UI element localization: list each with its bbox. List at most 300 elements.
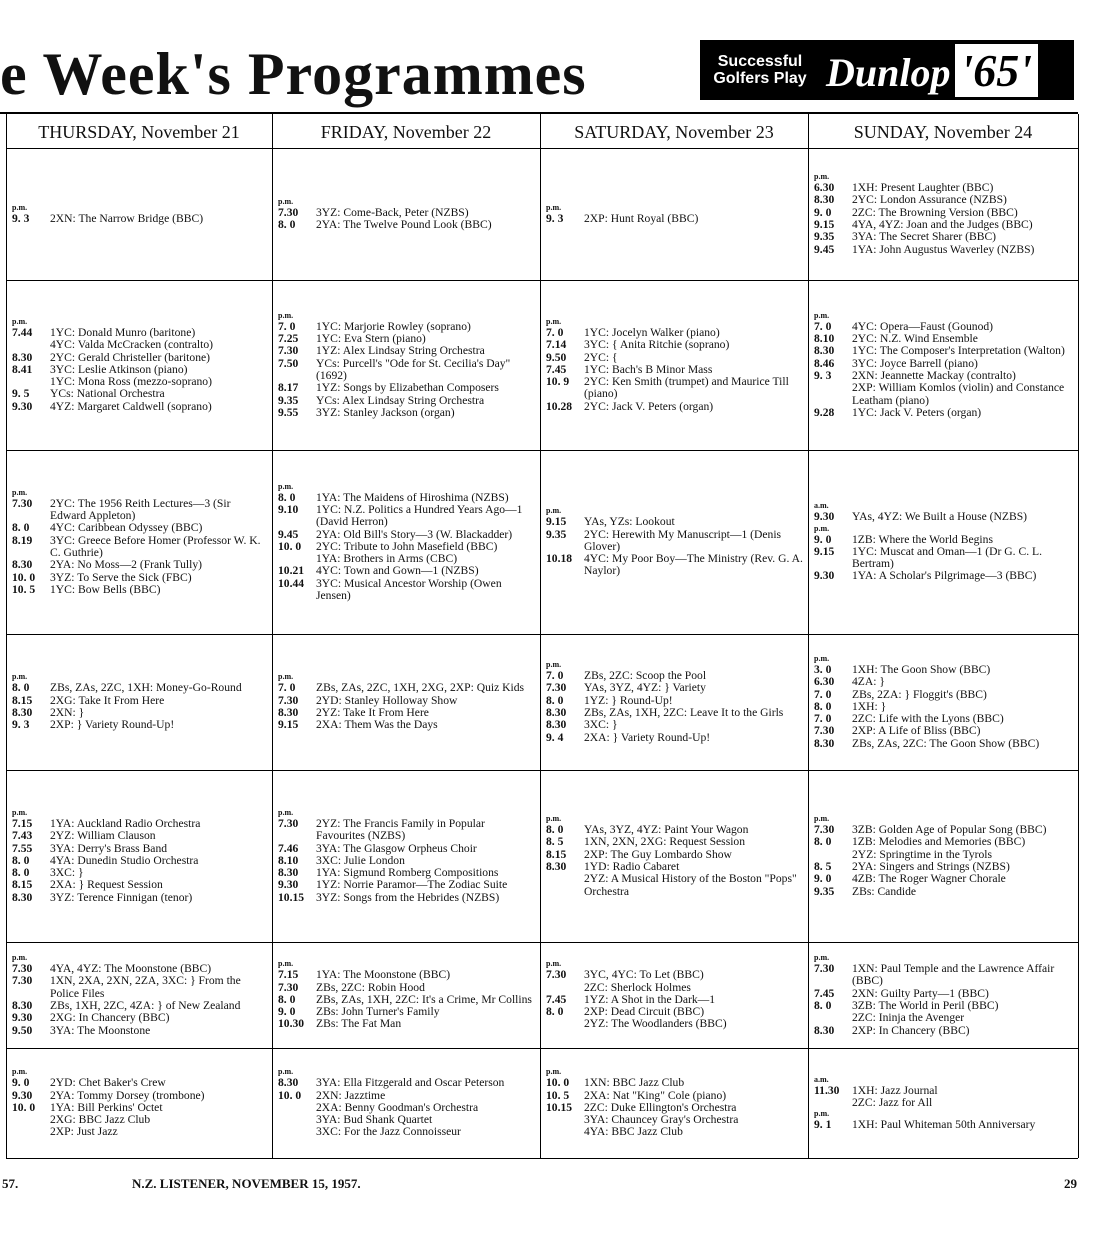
programme-entry	[814, 963, 1074, 988]
programme-time: 9. 0	[814, 532, 832, 546]
programme-time	[546, 1126, 580, 1138]
footer-publication: N.Z. LISTENER, NOVEMBER 15, 1957.	[132, 1176, 361, 1191]
programme-time: 7. 0	[814, 687, 832, 701]
programme-entry	[814, 382, 1074, 407]
programme-title: 1YA: Bill Perkins' Octet	[50, 1100, 163, 1114]
time-period-label: a.m.	[814, 1074, 829, 1084]
programme-time: 9. 0	[814, 205, 832, 219]
programme-cell	[278, 772, 536, 940]
programme-entry	[12, 879, 268, 891]
programme-time: 6.30	[814, 675, 835, 689]
programme-time: 9.30	[12, 399, 33, 413]
programme-title: ZBs: The Fat Man	[316, 1017, 402, 1031]
time-period-label: p.m.	[814, 814, 830, 824]
programme-time: 7.46	[278, 841, 299, 855]
programme-title: 2YD: Chet Baker's Crew	[50, 1076, 166, 1090]
programme-entry	[278, 1090, 536, 1102]
programme-entry	[278, 358, 536, 383]
programme-title: 1YD: Radio Cabaret	[584, 860, 680, 873]
programme-entry	[12, 719, 268, 731]
time-period-label: p.m.	[278, 672, 294, 682]
programme-title: 2YZ: Springtime in the Tyrols	[852, 847, 993, 861]
programme-entry	[278, 818, 536, 843]
time-period-label: p.m.	[814, 653, 830, 663]
programme-time: 8.19	[12, 533, 33, 547]
programme-time: 9. 0	[12, 1076, 30, 1090]
programme-title: 2ZC: Duke Ellington's Orchestra	[584, 1100, 737, 1114]
programme-cell	[12, 282, 268, 448]
programme-title: 2XP: Dead Circuit (BBC)	[584, 1005, 705, 1019]
programme-title: YCs: Purcell's "Ode for St. Cecilia's Day" (1692)	[316, 356, 511, 382]
programme-time: 7. 0	[278, 681, 296, 695]
programme-title: 4ZA: }	[852, 675, 885, 689]
programme-title: 2ZC: The Browning Version (BBC)	[852, 205, 1018, 219]
programme-time: 7.30	[278, 205, 299, 219]
programme-title: ZBs, ZAs, 1XH, 2ZC: Leave It to the Girls	[584, 706, 784, 719]
programme-cell	[546, 452, 804, 632]
programme-entry	[12, 843, 268, 855]
programme-time: 7. 0	[814, 319, 832, 333]
programme-title: 1YC: The Composer's Interpretation (Walton)	[852, 344, 1065, 358]
programme-entry	[546, 1126, 804, 1138]
programme-time: 10. 5	[546, 1088, 570, 1102]
row-rule	[6, 942, 1078, 943]
footer-page-fragment: 57.	[2, 1176, 19, 1191]
programme-entry	[546, 732, 804, 744]
programme-title: 3XC: For the Jazz Connoisseur	[316, 1125, 461, 1139]
row-rule	[6, 280, 1078, 281]
time-period-label: p.m.	[12, 953, 28, 963]
programme-time: 7.30	[278, 693, 299, 707]
programme-time: 8. 0	[12, 521, 30, 535]
advert-number: '65'	[955, 44, 1039, 97]
programme-cell	[546, 772, 804, 940]
programme-entry	[278, 382, 536, 394]
programme-time: 8. 0	[12, 681, 30, 695]
programme-time: 8.30	[12, 706, 33, 719]
programme-time: 9. 4	[546, 730, 564, 744]
programme-entry	[814, 725, 1074, 737]
time-period-label: p.m.	[546, 506, 562, 516]
programme-title: ZBs, 2ZC: Robin Hood	[316, 980, 425, 994]
programme-title: 3YC: Leslie Atkinson (piano)	[50, 362, 188, 376]
programme-title: 1YZ: Songs by Elizabethan Composers	[316, 381, 499, 395]
time-period-label: p.m.	[12, 672, 28, 682]
programme-entry	[814, 738, 1074, 750]
programme-time: 9.10	[278, 502, 299, 516]
programme-cell	[814, 772, 1074, 940]
programme-title: 3YA: The Moonstone	[50, 1023, 151, 1037]
programme-time: 10. 0	[546, 1076, 570, 1090]
programme-entry	[814, 1097, 1074, 1109]
programme-cell	[546, 636, 804, 768]
programme-title: 4YC: My Poor Boy—The Ministry (Rev. G. A. Naylor)	[584, 552, 803, 578]
programme-title: 3YZ: Terence Finnigan (tenor)	[50, 890, 193, 904]
programme-time: 7.55	[12, 841, 33, 855]
programme-entry	[814, 873, 1074, 885]
programme-time: 7.14	[546, 338, 567, 352]
programme-time: 7.30	[546, 681, 567, 695]
programme-time: 7.30	[278, 816, 299, 830]
programme-entry	[814, 836, 1074, 848]
programme-time: 9.30	[278, 878, 299, 892]
programme-title: 2ZC: Jazz for All	[852, 1095, 933, 1109]
programme-time: 9. 3	[12, 211, 30, 225]
programme-time: 7. 0	[814, 712, 832, 726]
programme-entry	[546, 213, 804, 225]
programme-entry	[12, 584, 268, 596]
programme-cell	[12, 944, 268, 1046]
programme-title: 3YA: Ella Fitzgerald and Oscar Peterson	[316, 1076, 505, 1090]
programme-title: 2XP: A Life of Bliss (BBC)	[852, 724, 981, 738]
programme-time: 8. 0	[546, 823, 564, 837]
programme-time: 10. 0	[12, 570, 36, 584]
programme-title: 1YA: Auckland Radio Orchestra	[50, 816, 201, 830]
programme-title: 2XP: William Komlos (violin) and Constance Leatham (piano)	[852, 381, 1065, 407]
programme-title: 1YC: N.Z. Politics a Hundred Years Ago—1 (David Herron)	[316, 502, 523, 529]
programme-time: 8.30	[814, 1023, 835, 1037]
programme-title: 1YZ: Alex Lindsay String Orchestra	[316, 344, 485, 358]
time-period-label: p.m.	[814, 310, 830, 320]
programme-time: 3. 0	[814, 662, 832, 676]
programme-time: 8.41	[12, 362, 33, 376]
programme-title: 1YC: Jack V. Peters (organ)	[852, 405, 982, 419]
time-period-label: p.m.	[12, 316, 28, 326]
programme-title: 2XP: In Chancery (BBC)	[852, 1023, 970, 1037]
programme-entry	[12, 892, 268, 904]
programme-entry	[12, 498, 268, 523]
programme-title: 2XG: BBC Jazz Club	[50, 1113, 151, 1127]
programme-entry	[12, 352, 268, 364]
programme-title: 2YC: The 1956 Reith Lectures—3 (Sir Edward Appleton)	[50, 496, 231, 523]
programme-title: 2XN: Guilty Party—1 (BBC)	[852, 986, 989, 1000]
programme-time: 8.30	[278, 706, 299, 719]
programme-entry	[546, 1077, 804, 1089]
programme-cell	[278, 150, 536, 278]
programme-cell	[814, 452, 1074, 632]
programme-time: 8.30	[12, 999, 33, 1012]
programme-cell	[12, 1050, 268, 1156]
programme-cell	[814, 944, 1074, 1046]
programme-title: 3YA: The Secret Sharer (BBC)	[852, 230, 997, 244]
programme-time: 8.10	[814, 332, 835, 346]
programme-title: 2XP: The Guy Lombardo Show	[584, 847, 732, 861]
programme-entry	[814, 1012, 1074, 1024]
time-period-label: p.m.	[12, 807, 28, 817]
programme-cell	[814, 150, 1074, 278]
programme-title: 2ZC: Sherlock Holmes	[584, 980, 691, 994]
programme-entry	[814, 194, 1074, 206]
programme-entry	[546, 1090, 804, 1102]
programme-time: 8.30	[278, 866, 299, 880]
programme-entry	[814, 676, 1074, 688]
row-rule	[6, 1048, 1078, 1049]
programme-title: ZBs, ZAs, 1XH, 2ZC: It's a Crime, Mr Collins	[316, 992, 532, 1006]
programme-time: 9.45	[814, 242, 835, 256]
programme-title: 2YD: Stanley Holloway Show	[316, 693, 458, 707]
programme-time: 10.30	[278, 1017, 305, 1031]
programme-title: ZBs: John Turner's Family	[316, 1005, 440, 1019]
programme-entry	[546, 1018, 804, 1030]
programme-time	[278, 1114, 312, 1126]
programme-title: 3XC: }	[50, 866, 84, 880]
programme-title: 3YA: The Glasgow Orpheus Choir	[316, 841, 477, 855]
programme-entry	[814, 231, 1074, 243]
programme-entry	[814, 511, 1074, 523]
advert-brand-name: Dunlop	[826, 49, 951, 95]
time-period-label: p.m.	[12, 487, 28, 497]
programme-title: 1XH: Paul Whiteman 50th Anniversary	[852, 1118, 1036, 1132]
programme-time: 7.30	[278, 344, 299, 358]
programme-entry	[814, 1119, 1074, 1131]
row-rule	[6, 450, 1078, 451]
programme-title: 3XC: }	[584, 718, 618, 732]
programme-title: 1YC: Muscat and Oman—1 (Dr G. C. L. Bertram)	[852, 544, 1042, 571]
programme-title: 2XN: Jazztime	[316, 1088, 386, 1102]
programme-entry	[546, 376, 804, 401]
programme-time	[278, 1126, 312, 1138]
programme-entry	[278, 529, 536, 541]
programme-title: 1XH: }	[852, 699, 887, 713]
programme-title: 2ZC: Ininja the Avenger	[852, 1011, 965, 1025]
programme-title: 2XG: In Chancery (BBC)	[50, 1011, 170, 1025]
programme-title: 4ZB: The Roger Wagner Chorale	[852, 872, 1006, 886]
programme-cell	[546, 1050, 804, 1156]
programme-cell	[546, 150, 804, 278]
programme-title: 3ZB: The World in Peril (BBC)	[852, 999, 999, 1012]
programme-title: 2YZ: William Clauson	[50, 829, 156, 843]
programme-title: ZBs: Candide	[852, 884, 917, 898]
programme-entry	[814, 689, 1074, 701]
programme-title: YAs, 3YZ, 4YZ: } Variety	[584, 681, 706, 695]
programme-entry	[12, 1025, 268, 1037]
programme-time: 7.30	[546, 968, 567, 982]
programme-title: 4YA, 4YZ: Joan and the Judges (BBC)	[852, 218, 1033, 231]
column-rule	[1078, 114, 1079, 1158]
programme-title: ZBs, 1XH, 2ZC, 4ZA: } of New Zealand	[50, 999, 241, 1012]
programme-title: 2XP: } Variety Round-Up!	[50, 718, 175, 732]
programme-entry	[278, 578, 536, 603]
programme-title: 3YC, 4YC: To Let (BBC)	[584, 968, 704, 982]
programme-title: 2YZ: The Woodlanders (BBC)	[584, 1017, 727, 1031]
programme-title: 2YZ: A Musical History of the Boston "Pops" Orchestra	[584, 872, 797, 898]
advert-tagline: Successful Golfers Play	[713, 53, 807, 87]
programme-entry	[278, 843, 536, 855]
programme-time: 10.28	[546, 399, 573, 413]
programme-entry	[12, 522, 268, 534]
programme-cell	[814, 1050, 1074, 1156]
programme-time: 8.15	[12, 878, 33, 892]
programme-title: 1YC: Bow Bells (BBC)	[50, 582, 161, 596]
programme-time	[814, 382, 848, 407]
programme-title: 2YZ: The Francis Family in Popular Favourites (NZBS)	[316, 816, 485, 843]
programme-cell	[278, 944, 536, 1046]
programme-time: 8. 0	[278, 490, 296, 504]
programme-entry	[12, 682, 268, 694]
programme-title: 3YC: Joyce Barrell (piano)	[852, 356, 978, 370]
programme-title: 1XN: Paul Temple and the Lawrence Affair (BBC)	[852, 962, 1055, 988]
programme-time: 6.30	[814, 181, 835, 195]
programme-entry	[278, 504, 536, 529]
programme-entry	[278, 1126, 536, 1138]
programme-time: 9.15	[278, 718, 299, 732]
programme-time: 7.30	[278, 980, 299, 994]
programme-time: 10. 0	[278, 539, 302, 553]
programme-time	[12, 1126, 46, 1138]
programme-entry	[546, 529, 804, 554]
time-period-label: p.m.	[546, 202, 562, 212]
dunlop-advert	[700, 40, 1074, 100]
programme-entry	[278, 1018, 536, 1030]
programme-time: 8.15	[546, 847, 567, 861]
programme-time: 10.21	[278, 564, 305, 578]
programme-time: 9.30	[12, 1088, 33, 1102]
programme-time: 8.30	[814, 193, 835, 207]
programme-title: YCs: Alex Lindsay String Orchestra	[316, 393, 485, 407]
programme-cell	[546, 944, 804, 1046]
programme-time: 7.30	[814, 823, 835, 837]
programme-title: 2XA: Them Was the Days	[316, 718, 438, 732]
time-period-label: p.m.	[278, 310, 294, 320]
programme-entry	[12, 1090, 268, 1102]
programme-entry	[546, 401, 804, 413]
programme-time: 9. 3	[814, 369, 832, 382]
programme-entry	[546, 516, 804, 528]
programme-time: 8.30	[546, 706, 567, 719]
programme-entry	[12, 1126, 268, 1138]
programme-time: 9.35	[278, 393, 299, 407]
programme-time: 7.44	[12, 325, 33, 339]
programme-time: 9.15	[814, 544, 835, 558]
programme-entry	[12, 213, 268, 225]
programme-cell	[12, 636, 268, 768]
time-period-label: p.m.	[278, 1067, 294, 1077]
programme-time: 8.30	[278, 1076, 299, 1090]
programme-time: 7.30	[12, 974, 33, 988]
programme-time: 9.55	[278, 405, 299, 419]
programme-entry	[12, 339, 268, 351]
programme-title: 2XA: Benny Goodman's Orchestra	[316, 1100, 479, 1114]
programme-entry	[546, 339, 804, 351]
programme-time: 7.30	[814, 724, 835, 738]
time-period-label: p.m.	[814, 172, 830, 182]
programme-title: 2YC: Tribute to John Masefield (BBC)	[316, 539, 498, 553]
programme-title: 1ZB: Where the World Begins	[852, 532, 993, 546]
time-period-label: p.m.	[546, 660, 562, 670]
day-header: SUNDAY, November 24	[853, 122, 1033, 142]
advert-brand	[826, 44, 1038, 97]
programme-title: 1YC: Mona Ross (mezzo-soprano)	[50, 375, 212, 389]
programme-time: 7.45	[546, 992, 567, 1006]
programme-title: 2YA: Old Bill's Story—3 (W. Blackadder)	[316, 527, 513, 541]
programme-entry	[12, 975, 268, 1000]
programme-cell	[546, 282, 804, 448]
programme-time: 10. 5	[12, 582, 36, 596]
programme-title: 3YZ: Stanley Jackson (organ)	[316, 405, 455, 419]
row-rule	[6, 1158, 1078, 1159]
programme-time: 7.25	[278, 332, 299, 346]
programme-title: 1XH: The Goon Show (BBC)	[852, 662, 991, 676]
time-period-label: p.m.	[546, 959, 562, 969]
programme-time: 7. 0	[546, 669, 564, 683]
programme-title: ZBs, 2ZC: Scoop the Pool	[584, 669, 707, 683]
programme-title: 2YC: Herewith My Manuscript—1 (Denis Glover)	[584, 527, 782, 553]
programme-entry	[278, 892, 536, 904]
programme-entry	[278, 407, 536, 419]
programme-entry	[814, 1025, 1074, 1037]
programme-entry	[814, 570, 1074, 582]
programme-time: 8. 0	[278, 992, 296, 1006]
programme-time: 9.50	[546, 350, 567, 364]
programme-time: 9.35	[814, 230, 835, 244]
programme-title: 2YC: Ken Smith (trumpet) and Maurice Till (piano)	[584, 375, 789, 401]
programme-entry	[278, 1077, 536, 1089]
programme-time: 11.30	[814, 1083, 840, 1097]
programme-title: YCs: National Orchestra	[50, 387, 165, 401]
programme-time: 9.35	[546, 527, 567, 541]
programme-title: 2XP: Hunt Royal (BBC)	[584, 211, 699, 225]
programme-time: 8.10	[278, 853, 299, 867]
programme-title: 1YA: The Maidens of Hiroshima (NZBS)	[316, 490, 509, 504]
programme-title: 1YC: Bach's B Minor Mass	[584, 362, 713, 376]
programme-time: 8. 0	[278, 218, 296, 231]
programme-entry	[278, 719, 536, 731]
programme-time: 9.50	[12, 1023, 33, 1037]
programme-time: 8.30	[546, 860, 567, 873]
programme-time	[546, 1114, 580, 1126]
programme-title: 3XC: Julie London	[316, 853, 405, 867]
programme-time: 8.30	[12, 558, 33, 572]
programme-title: 1YA: John Augustus Waverley (NZBS)	[852, 242, 1035, 256]
programme-title: 2XN: The Narrow Bridge (BBC)	[50, 211, 204, 225]
programme-time: 8. 0	[546, 1005, 564, 1019]
programme-title: 4YA, 4YZ: The Moonstone (BBC)	[50, 962, 212, 976]
programme-title: 1YZ: Norrie Paramor—The Zodiac Suite	[316, 878, 508, 892]
programme-time: 8.46	[814, 356, 835, 370]
programme-entry	[12, 401, 268, 413]
programme-entry	[814, 1085, 1074, 1097]
programme-entry	[12, 830, 268, 842]
programme-entry	[814, 345, 1074, 357]
time-period-label: p.m.	[278, 481, 294, 491]
programme-cell	[12, 452, 268, 632]
programme-title: 2YZ: Take It From Here	[316, 706, 429, 719]
programme-title: 1XH: Jazz Journal	[852, 1083, 938, 1097]
programme-time: 9. 0	[814, 872, 832, 886]
programme-entry	[546, 836, 804, 848]
programme-cell	[12, 772, 268, 940]
column-rule	[272, 114, 273, 1158]
programme-cell	[814, 282, 1074, 448]
programme-title: 2YC: London Assurance (NZBS)	[852, 193, 1007, 207]
programme-entry	[814, 407, 1074, 419]
programme-entry	[546, 682, 804, 694]
row-rule	[6, 148, 1078, 149]
programme-entry	[278, 982, 536, 994]
programme-title: 3YZ: Come-Back, Peter (NZBS)	[316, 205, 469, 219]
programme-title: ZBs, 2ZA: } Floggit's (BBC)	[852, 687, 987, 701]
programme-time: 8.30	[546, 718, 567, 732]
footer-page-number: 29	[1064, 1176, 1077, 1191]
programme-title: 4YA: Dunedin Studio Orchestra	[50, 853, 199, 867]
column-rule	[808, 114, 809, 1158]
programme-entry	[546, 719, 804, 731]
programme-time: 7.45	[546, 362, 567, 376]
programme-entry	[546, 982, 804, 994]
programme-time	[546, 873, 580, 898]
programme-title: 2YA: No Moss—2 (Frank Tully)	[50, 558, 203, 572]
programme-title: 2YA: Singers and Strings (NZBS)	[852, 860, 1010, 873]
